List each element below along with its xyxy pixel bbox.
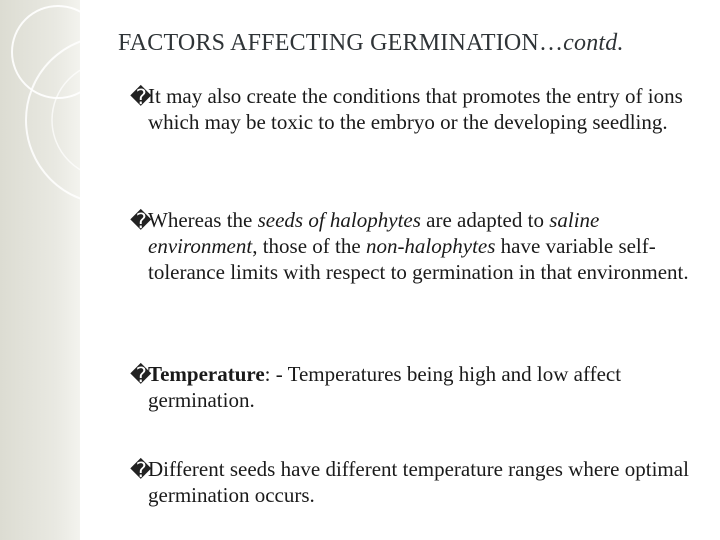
bullet-text-run: : - Temperatures being high and low affect germination.	[148, 362, 622, 412]
bullet-marker-icon: �	[130, 209, 152, 233]
bullet-text-italic: seeds of halophytes	[257, 208, 421, 232]
bullet-text-run: are adapted to	[420, 208, 550, 232]
bullet-item	[130, 83, 690, 135]
bullet-text	[130, 207, 690, 285]
bullet-marker-icon: �	[130, 85, 152, 109]
bullet-text-run: Whereas the	[148, 208, 258, 232]
slide-title	[118, 30, 624, 57]
bullet-text: Different seeds have different temperature ranges where optimal germination occurs.	[148, 457, 689, 507]
bullet-item	[130, 456, 690, 508]
slide-title-suffix: contd.	[563, 30, 624, 56]
bullet-text-run: have variable self-tolerance limits with respect to germination in that environment.	[148, 234, 689, 284]
bullet-marker-icon: �	[130, 363, 152, 387]
bullet-item	[130, 207, 690, 285]
bullet-marker-icon: �	[130, 458, 152, 482]
bullet-text-bold: Temperature	[148, 362, 265, 386]
bullet-item	[130, 361, 690, 413]
bullet-text: It may also create the conditions that promotes the entry of ions which may be toxic to the embryo or the developing seedling.	[148, 84, 683, 134]
bullet-text	[130, 361, 690, 413]
slide-title-main: FACTORS AFFECTING GERMINATION…	[118, 30, 564, 56]
bullet-text-italic: non-halophytes	[365, 234, 496, 258]
bullet-text-italic: saline environment	[148, 208, 600, 258]
bullet-text-run: , those of the	[252, 234, 366, 258]
